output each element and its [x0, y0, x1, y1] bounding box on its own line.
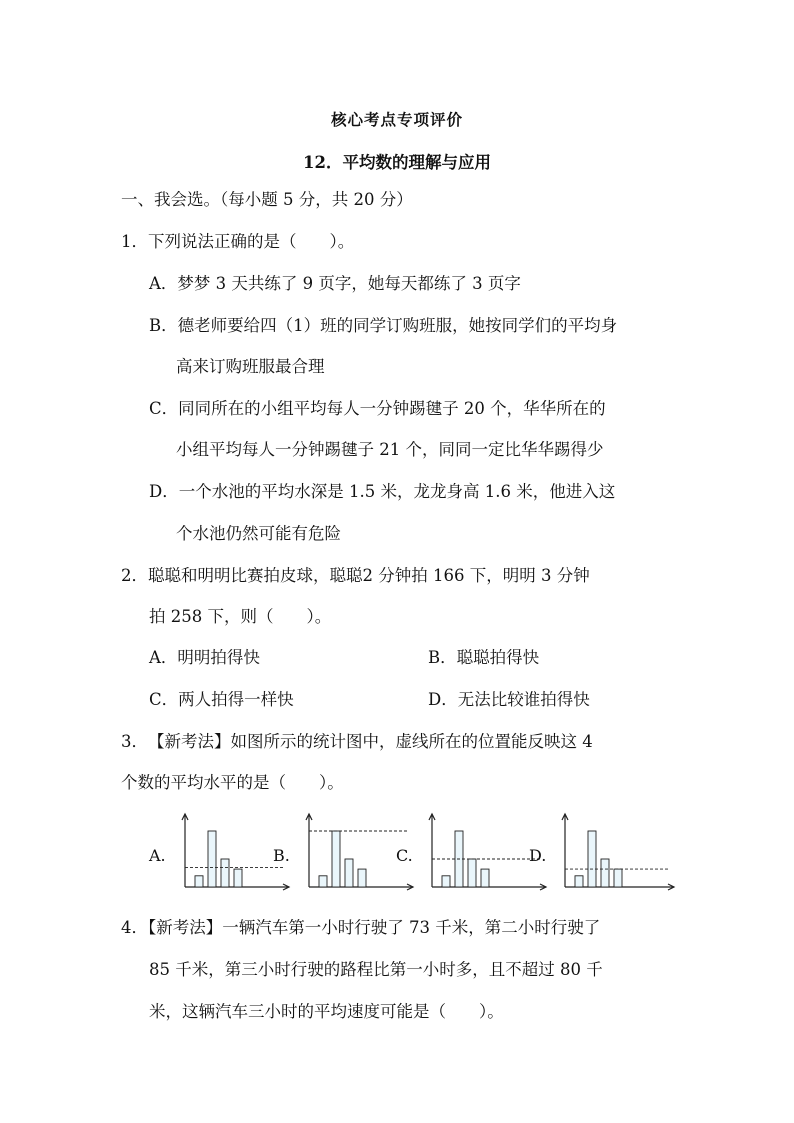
- q4-stem-line2: 85 千米，第三小时行驶的路程比第一小时多，且不超过 80 千: [149, 960, 603, 979]
- q2-option-b: B．聪聪拍得快: [428, 648, 540, 667]
- q3-stem-line2: 个数的平均水平的是（ ）。: [121, 773, 344, 792]
- chart-bar: [221, 859, 229, 887]
- chart-bar: [468, 859, 476, 887]
- q1-option-d-line2: 个水池仍然可能有危险: [176, 524, 341, 543]
- page-subtitle: 12．平均数的理解与应用: [303, 153, 491, 172]
- page-title: 核心考点专项评价: [330, 110, 463, 129]
- q4-stem-line3: 米，这辆汽车三小时的平均速度可能是（ ）。: [149, 1002, 504, 1021]
- q1-option-c-line2: 小组平均每人一分钟踢毽子 21 个，同同一定比华华踢得少: [176, 440, 604, 459]
- chart-bar: [319, 876, 327, 887]
- chart-bar: [614, 869, 622, 887]
- q2-stem-line2: 拍 258 下，则（ ）。: [149, 607, 332, 626]
- q3-chart-label: B.: [273, 846, 290, 865]
- q1-option-a: A．梦梦 3 天共练了 9 页字，她每天都练了 3 页字: [149, 274, 521, 293]
- q2-option-a: A．明明拍得快: [149, 648, 260, 667]
- chart-bar: [332, 831, 340, 887]
- chart-bar: [345, 859, 353, 887]
- chart-bar: [442, 876, 450, 887]
- chart-bar: [195, 876, 203, 887]
- q2-option-c: C．两人拍得一样快: [149, 690, 294, 709]
- q3-chart-label: D.: [529, 846, 547, 865]
- q1-stem: 1．下列说法正确的是（ ）。: [121, 232, 355, 251]
- q3-chart-label: C.: [396, 846, 413, 865]
- q2-option-d: D．无法比较谁拍得快: [428, 690, 590, 709]
- chart-bar: [208, 831, 216, 887]
- q1-option-d-line1: D．一个水池的平均水深是 1.5 米，龙龙身高 1.6 米，他进入这: [149, 482, 616, 501]
- q1-option-b-line1: B．德老师要给四（1）班的同学订购班服，她按同学们的平均身: [149, 316, 618, 335]
- q1-option-b-line2: 高来订购班服最合理: [176, 357, 325, 376]
- q3-stem-line1: 3． 【新考法】如图所示的统计图中，虚线所在的位置能反映这 4: [121, 732, 593, 751]
- section-heading: 一、我会选。（每小题 5 分，共 20 分）: [121, 190, 413, 209]
- bar-chart-d: [553, 808, 678, 894]
- chart-bar: [575, 876, 583, 887]
- q4-stem-line1: 4．【新考法】一辆汽车第一小时行驶了 73 千米，第二小时行驶了: [121, 918, 601, 937]
- q3-chart-label: A.: [149, 846, 166, 865]
- chart-bar: [358, 869, 366, 887]
- chart-bar: [588, 831, 596, 887]
- chart-bar: [481, 869, 489, 887]
- chart-bar: [234, 869, 242, 887]
- q2-stem-line1: 2．聪聪和明明比赛拍皮球，聪聪2 分钟拍 166 下，明明 3 分钟: [121, 566, 590, 585]
- q1-option-c-line1: C．同同所在的小组平均每人一分钟踢毽子 20 个，华华所在的: [149, 399, 606, 418]
- chart-bar: [601, 859, 609, 887]
